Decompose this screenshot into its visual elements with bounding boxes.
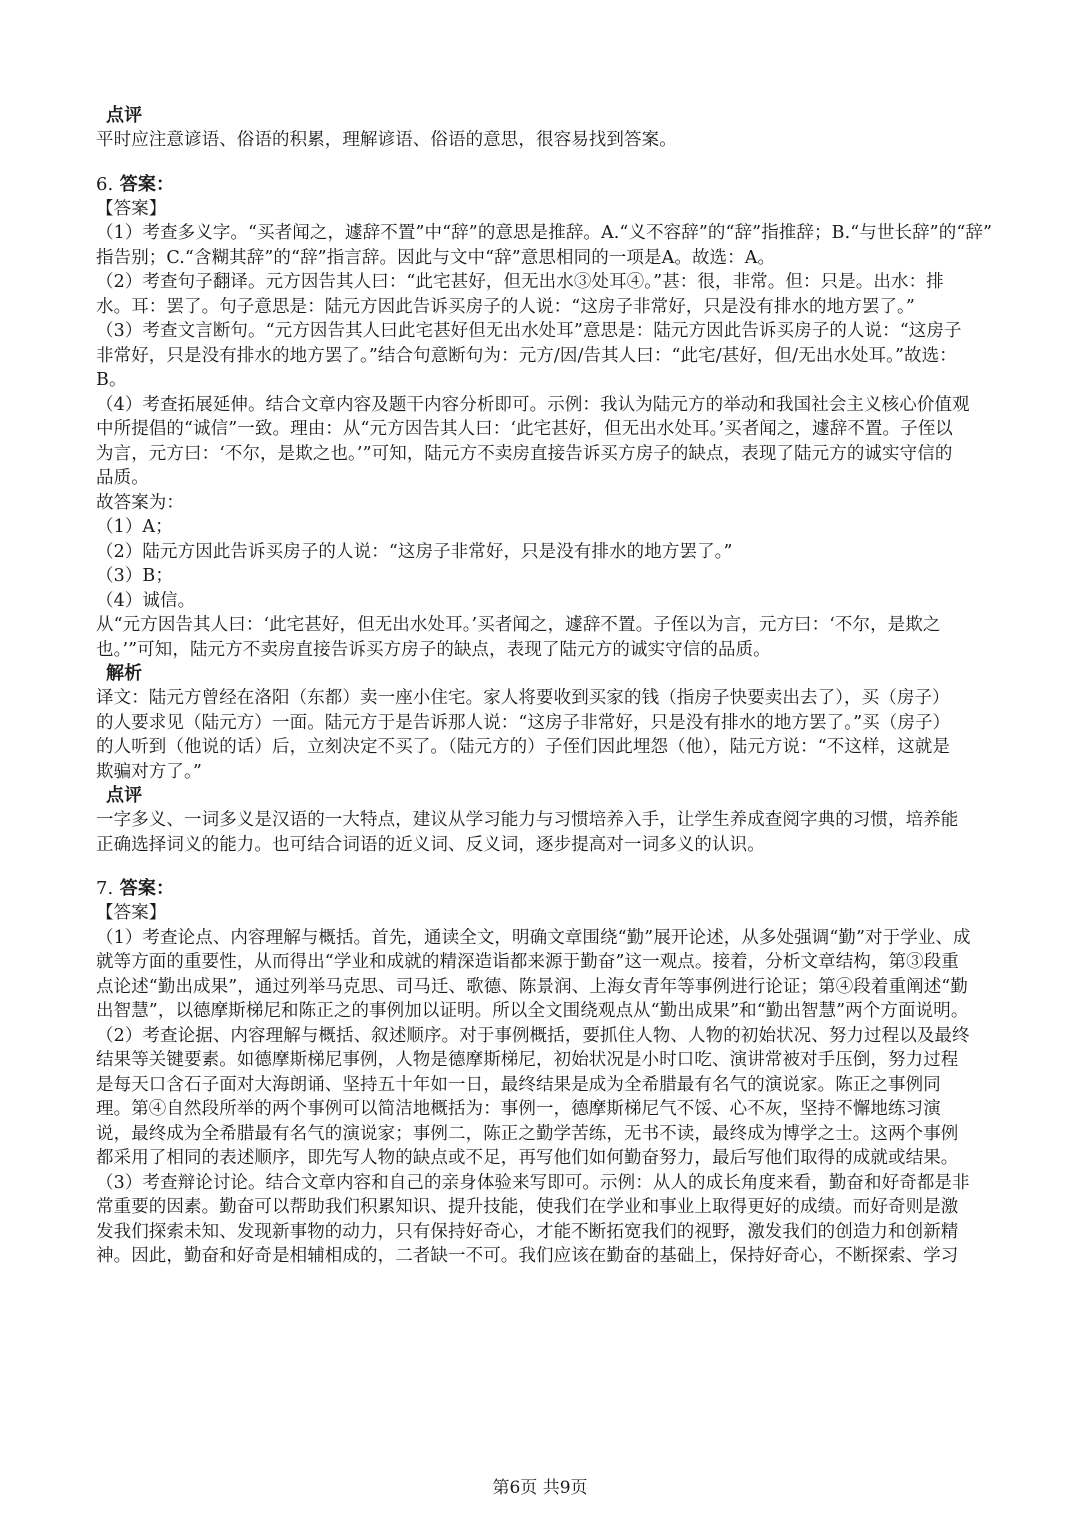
question-number: 7. xyxy=(96,878,114,899)
text-line: （2）陆元方因此告诉买房子的人说：“这房子非常好，只是没有排水的地方罢了。” xyxy=(96,541,733,562)
text-line: 常重要的因素。勤奋可以帮助我们积累知识、提升技能，使我们在学业和事业上取得更好的成绩。而好奇则是激 xyxy=(96,1197,959,1217)
text-line: 平时应注意谚语、俗语的积累，理解谚语、俗语的意思，很容易找到答案。 xyxy=(96,130,677,150)
text-line: （3）考查文言断句。“元方因告其人曰此宅甚好但无出水处耳”意思是：陆元方因此告诉买房子的人说：“这房子 xyxy=(96,321,962,341)
analysis-paragraph xyxy=(96,686,1032,784)
answer-paragraph xyxy=(96,221,1032,662)
text-line: B。 xyxy=(96,370,127,390)
text-line: 指告别；C.“含糊其辞”的“辞”指言辞。因此与文中“辞”意思相同的一项是A。故选：A。 xyxy=(96,247,776,268)
text-line: （2）考查句子翻译。元方因告其人曰：“此宅甚好，但无出水③处耳④。”甚：很，非常。但：只是。出水：排 xyxy=(96,272,944,292)
text-line: 理。第④自然段所举的两个事例可以简洁地概括为：事例一，德摩斯梯尼气不馁、心不灰，坚持不懈地练习演 xyxy=(96,1099,941,1119)
text-line: （3）B； xyxy=(96,566,173,586)
text-line: 从“元方因告其人曰：‘此宅甚好，但无出水处耳。’买者闻之，遽辞不置。子侄以为言，元方曰：‘不尔，是欺之 xyxy=(96,615,941,635)
review-paragraph xyxy=(96,128,1032,153)
answer-tag: 【答案】 xyxy=(96,198,167,219)
text-line: 为言，元方曰：‘不尔，是欺之也。’”可知，陆元方不卖房直接告诉买方房子的缺点，表现了陆元方的诚实守信的 xyxy=(96,443,953,464)
text-line: （1）A； xyxy=(96,517,173,537)
review-paragraph xyxy=(96,808,1032,857)
answer-tag: 【答案】 xyxy=(96,903,167,923)
text-line: 结果等关键要素。如德摩斯梯尼事例，人物是德摩斯梯尼，初始状况是小时口吃、演讲常被对手压倒，努力过程 xyxy=(96,1050,959,1070)
text-line: 中所提倡的“诚信”一致。理由：从“元方因告其人曰：‘此宅甚好，但无出水处耳。’买者闻之，遽辞不置。子侄以 xyxy=(96,419,953,439)
answer-paragraph xyxy=(96,926,1032,1269)
section-heading-review: 点评 xyxy=(106,785,143,806)
text-line: 故答案为： xyxy=(96,492,184,513)
text-line: 正确选择词义的能力。也可结合词语的近义词、反义词，逐步提高对一词多义的认识。 xyxy=(96,834,765,855)
text-line: （2）考查论据、内容理解与概括、叙述顺序。对于事例概括，要抓住人物、人物的初始状况、努力过程以及最终 xyxy=(96,1025,970,1046)
text-line: 神。因此，勤奋和好奇是相辅相成的，二者缺一不可。我们应该在勤奋的基础上，保持好奇心，不断探索、学习 xyxy=(96,1246,959,1266)
text-line: 译文：陆元方曾经在洛阳（东都）卖一座小住宅。家人将要收到买家的钱（指房子快要卖出去了），买（房子） xyxy=(96,688,950,708)
answer-title: 答案： xyxy=(119,173,175,195)
text-line: （4）诚信。 xyxy=(96,590,196,611)
text-line: （1）考查论点、内容理解与概括。首先，通读全文，明确文章围绕“勤”展开论述，从多处强调“勤”对于学业、成 xyxy=(96,927,971,948)
section-heading-analysis: 解析 xyxy=(106,663,143,684)
page-footer: 第6页 共9页 xyxy=(492,1478,588,1498)
text-line: （3）考查辩论讨论。结合文章内容和自己的亲身体验来写即可。示例：从人的成长角度来看，勤奋和好奇都是非 xyxy=(96,1172,970,1193)
text-line: 是每天口含石子面对大海朗诵、坚持五十年如一日，最终结果是成为全希腊最有名气的演说家。陈正之事例同 xyxy=(96,1074,941,1095)
text-line: 品质。 xyxy=(96,468,149,488)
text-line: 就等方面的重要性，从而得出“学业和成就的精深造诣都来源于勤奋”这一观点。接着，分析文章结构，第③段重 xyxy=(96,952,959,972)
text-line: 欺骗对方了。” xyxy=(96,761,202,782)
text-line: （4）考查拓展延伸。结合文章内容及题干内容分析即可。示例：我认为陆元方的举动和我国社会主义核心价值观 xyxy=(96,394,970,415)
text-line: （1）考查多义字。“买者闻之，遽辞不置”中“辞”的意思是推辞。A.“义不容辞”的“辞”指推辞；B.“与世长辞”的“辞” xyxy=(96,223,993,243)
text-line: 点论述“勤出成果”，通过列举马克思、司马迁、歌德、陈景润、上海女青年等事例进行论证；第④段着重阐述“勤 xyxy=(96,976,968,997)
text-line: 的人听到（他说的话）后，立刻决定不买了。（陆元方的）子侄们因此埋怨（他），陆元方说：“不这样，这就是 xyxy=(96,737,950,757)
text-line: 的人要求见（陆元方）一面。陆元方于是告诉那人说：“这房子非常好，只是没有排水的地方罢了。”买（房子） xyxy=(96,712,951,733)
question-number: 6. xyxy=(96,173,114,195)
text-line: 都采用了相同的表述顺序，即先写人物的缺点或不足，再写他们如何勤奋努力，最后写他们取得的成就或结果。 xyxy=(96,1148,959,1168)
text-line: 也。’”可知，陆元方不卖房直接告诉买方房子的缺点，表现了陆元方的诚实守信的品质。 xyxy=(96,639,771,660)
text-line: 出智慧”，以德摩斯梯尼和陈正之的事例加以证明。所以全文围绕观点从“勤出成果”和“勤出智慧”两个方面说明。 xyxy=(96,1001,969,1021)
page-content xyxy=(96,104,1032,1269)
question-7-header xyxy=(96,877,1032,901)
text-line: 非常好，只是没有排水的地方罢了。”结合句意断句为：元方/因/告其人曰：“此宅/甚好，但/无出水处耳。”故选： xyxy=(96,345,957,366)
question-6-header xyxy=(96,173,1032,197)
answer-title: 答案： xyxy=(119,878,175,899)
text-line: 一字多义、一词多义是汉语的一大特点，建议从学习能力与习惯培养入手，让学生养成查阅字典的习惯，培养能 xyxy=(96,810,959,830)
text-line: 发我们探索未知、发现新事物的动力，只有保持好奇心，才能不断拓宽我们的视野，激发我们的创造力和创新精 xyxy=(96,1221,959,1242)
text-line: 说，最终成为全希腊最有名气的演说家；事例二，陈正之勤学苦练，无书不读，最终成为博学之士。这两个事例 xyxy=(96,1123,959,1144)
text-line: 水。耳：罢了。句子意思是：陆元方因此告诉买房子的人说：“这房子非常好，只是没有排水的地方罢了。” xyxy=(96,296,915,317)
section-heading-review: 点评 xyxy=(106,105,143,126)
